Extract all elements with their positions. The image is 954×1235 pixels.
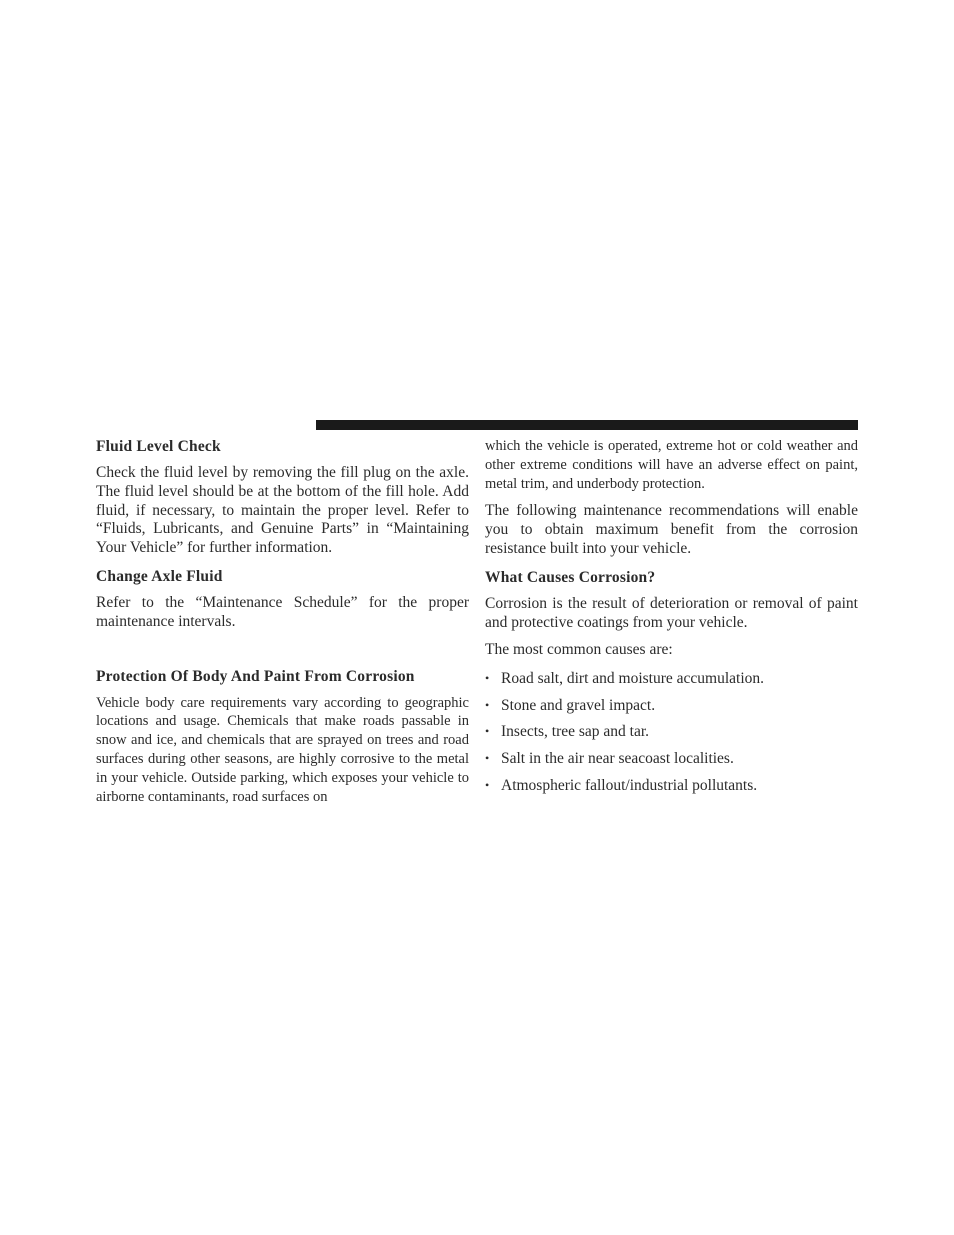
maintenance-recommendations-paragraph: The following maintenance recommendations will enable you to obtain maximum benefit from the corrosion resistance built into your vehicle. xyxy=(485,502,858,557)
right-column xyxy=(485,437,858,802)
section-spacer xyxy=(96,641,469,667)
common-causes-intro: The most common causes are: xyxy=(485,641,673,659)
fluid-level-paragraph: Check the fluid level by removing the fill plug on the axle. The fluid level should be at the bottom of the fill hole. Add fluid, if necessary, to maintain the proper level. Refer to “Fluids, Lubricants, and Genuine Parts” in “Maintaining Your Vehicle” for further information. xyxy=(96,464,469,557)
what-causes-corrosion-heading: What Causes Corrosion? xyxy=(485,568,656,586)
causes-list xyxy=(485,669,858,794)
continued-paragraph: which the vehicle is operated, extreme hot or cold weather and other extreme conditions will have an adverse effect on paint, metal trim, and underbody protection. xyxy=(485,438,858,492)
list-item-text: Salt in the air near seacoast localities. xyxy=(501,749,734,767)
bullet-icon: • xyxy=(485,724,490,739)
fluid-level-heading: Fluid Level Check xyxy=(96,438,221,455)
bullet-icon: • xyxy=(485,750,490,765)
bullet-icon: • xyxy=(485,777,490,792)
bullet-icon: • xyxy=(485,697,490,712)
list-item xyxy=(485,669,858,688)
list-item-text: Stone and gravel impact. xyxy=(501,696,656,714)
change-axle-fluid-paragraph: Refer to the “Maintenance Schedule” for the proper maintenance intervals. xyxy=(96,593,469,630)
left-column xyxy=(96,437,469,815)
list-item xyxy=(485,776,858,795)
change-axle-fluid-heading: Change Axle Fluid xyxy=(96,567,223,585)
list-item-text: Atmospheric fallout/industrial pollutants. xyxy=(501,776,758,794)
list-item-text: Road salt, dirt and moisture accumulation. xyxy=(501,670,765,688)
list-item-text: Insects, tree sap and tar. xyxy=(501,723,650,741)
section-header-rule xyxy=(316,420,858,430)
list-item xyxy=(485,749,858,768)
bullet-icon: • xyxy=(485,671,490,686)
corrosion-protection-paragraph: Vehicle body care requirements vary according to geographic locations and usage. Chemicals that make roads passable in snow and ice, and chemicals that are sprayed on trees and road surfaces during other seasons, are highly corrosive to the metal in your vehicle. Outside parking, which exposes your vehicle to airborne contaminants, road surfaces on xyxy=(96,694,469,805)
list-item xyxy=(485,696,858,715)
list-item xyxy=(485,722,858,741)
corrosion-definition-paragraph: Corrosion is the result of deterioration or removal of paint and protective coatings from your vehicle. xyxy=(485,594,858,631)
corrosion-protection-heading: Protection Of Body And Paint From Corrosion xyxy=(96,667,415,685)
